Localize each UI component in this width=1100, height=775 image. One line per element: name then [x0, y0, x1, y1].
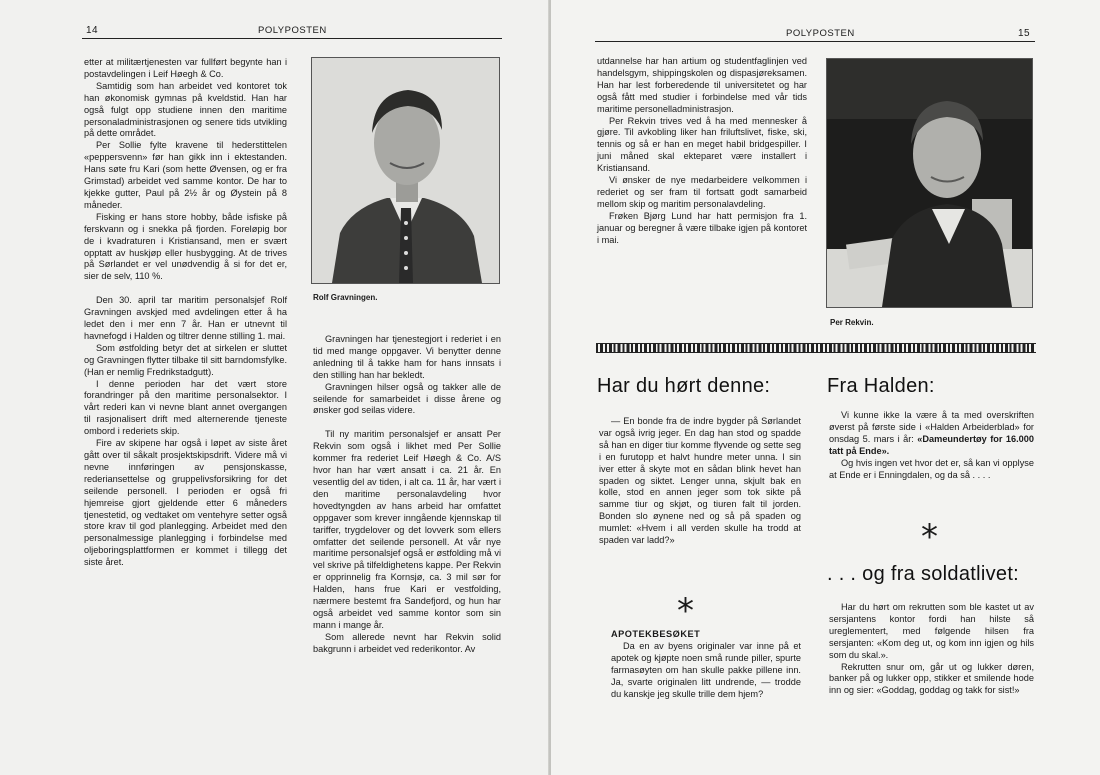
article-column-1 [84, 57, 287, 569]
header-rule [82, 38, 502, 39]
paragraph: Som østfolding betyr det at sirkelen er sluttet og Gravningen flytter tilbake til sitt barndomsfylke. (Han er nemlig Fredrikstadgutt). [84, 342, 287, 377]
joke-column-left [599, 416, 801, 547]
paragraph: etter at militærtjenesten var fullført begynte han i postavdelingen i Leif Høegh & Co. [84, 57, 287, 79]
paragraph: Den 30. april tar maritim personalsjef Rolf Gravningen avskjed med avdelingen etter å ha ledet den i mer enn 7 år. Han er utnevnt til havnefogd i Halden og tiltrer denne stilling 1. mai. [84, 295, 287, 341]
joke-paragraph: Da en av byens originaler var inne på et apotek og kjøpte noen små runde piller, spurte farmasøyten om han skulle pakke pillene inn. Ja, svarte originalen litt undrende, — trodde du kanskje jeg skulle trille dem hjem? [611, 640, 801, 699]
header-rule [595, 41, 1035, 42]
paragraph: Per Rekvin trives ved å ha med mennesker å gjøre. Til avkobling liker han friluftslivet, fiske, ski, tennis og så er han en meget habil bridgespiller. I juni måned skal ekteparet være installert i Kristiansand. [597, 115, 807, 174]
asterisk-ornament: * [677, 591, 694, 631]
section-heading: . . . og fra soldatlivet: [827, 563, 1020, 585]
article-column-2 [313, 334, 501, 656]
left-page [0, 0, 549, 775]
paragraph: Vi ønsker de nye medarbeidere velkommen i rederiet og ser fram til fortsatt godt samarbeid mellom skip og maritim personalavdeling. [597, 175, 807, 209]
ornamental-divider [596, 343, 1036, 353]
page-header: POLYPOSTEN [258, 25, 327, 36]
paragraph: Per Sollie fylte kravene til hederstittelen «peppersvenn» før han gikk inn i ektestanden. Hans søte fru Kari (som hette Øvensen, og er fra Grimstad) arbeidet ved samme kontor. De har to kjekke gutter, Paul på 2½ år og Øystein på 8 måneder. [84, 140, 287, 210]
section-heading: Har du hørt denne: [597, 375, 771, 397]
apotek-column [611, 629, 801, 700]
photo-rolf-gravningen [311, 57, 500, 284]
paragraph: Gravningen hilser også og takker alle de seilende for samarbeidet i disse årene og ønsker god seilas videre. [313, 381, 501, 416]
photo-caption: Rolf Gravningen. [313, 293, 378, 302]
paragraph: Fisking er hans store hobby, både isfiske på ferskvann og i snekka på fjorden. Foreløpig bor de i kvadraturen i Kristiansand, men er svært opptatt av huskjøp eller husbygging. At de trives på Sørlandet er vel unødvendig å si for det er, sier de selv, 110 %. [84, 211, 287, 282]
asterisk-ornament: * [921, 517, 938, 557]
page-number: 14 [86, 25, 99, 36]
paragraph: Samtidig som han arbeidet ved kontoret tok han økonomisk gymnas på kveldstid. Han har også fulgt opp studiene innen den maritime personaladministrasjonen og senere tids utvikling på dette området. [84, 80, 287, 139]
joke-paragraph: Rekrutten snur om, går ut og lukker døren, banker på og lukker opp, stikker et smilende hode inn og sier: «Goddag, goddag og takk for sist!» [829, 661, 1034, 696]
halden-paragraph: Og hvis ingen vet hvor det er, så kan vi opplyse at Ende er i Enningdalen, og da så . . . . [829, 457, 1034, 480]
article-column-3 [597, 56, 807, 247]
halden-headline: «Dameundertøy for 16.000 tatt på Ende». [829, 433, 1035, 456]
joke-paragraph: — En bonde fra de indre bygder på Sørlandet var også ivrig jeger. En dag han stod og spadde så han en diger tiur komme flyvende og sette seg i en furutopp et halvt hundre meter unna. I sin iver etter å skyte mot en sådan blink hevet han spaden og siktet. Lenger unna, skjult bak en kolle, stod en annen jeger som tok sikte på samme tiur og skjøt, og tiuren falt til jorden. Bonden slo øynene ned og så på spaden og mumlet: «Hvem i all verden skulle ha trodd at spaden var ladd?» [599, 416, 801, 546]
photo-per-rekvin [826, 58, 1033, 308]
section-heading: Fra Halden: [827, 375, 935, 397]
paragraph: I denne perioden har det vært store forandringer på den maritime personalsektor. I vårt rederi kan vi nevne blant annet overgangen til rasjonalisert drift med alternerende tjeneste ombord i rederiets skip. [84, 378, 287, 437]
page-number: 15 [1018, 28, 1031, 39]
paragraph: Til ny maritim personalsjef er ansatt Per Rekvin som også i likhet med Per Sollie kommer fra rederiet Leif Høegh & Co. A/S hvor han har vært ansatt i ca. 21 år. En vesentlig del av tiden, i alt ca. 11 år, har vært i den maritime personalavdeling hvor hovedtyngden av hans arbeid har omfattet oppgaver som krever inngående kjennskap til tariffer, trygdelover og det lovverk som ellers omfatter det seilende personell. At vår nye maritime personalsjef også er østfolding må vi vel skrive på tilfeldighetens kappe. Per Rekvin er opprinnelig fra Kornsjø, ca. 3 mil sør for Halden, hans frue Kari er vestfolding, nærmere bestemt fra Sandefjord, og hun har også arbeidet ved samme kontor som sin mann i mange år. [313, 429, 501, 630]
right-page [551, 0, 1100, 775]
halden-column [829, 410, 1034, 481]
subheading: APOTEKBESØKET [611, 629, 701, 639]
page-header: POLYPOSTEN [786, 28, 855, 39]
joke-paragraph: Har du hørt om rekrutten som ble kastet ut av sersjantens kontor fordi han hilste så ureglementert, med følgende hilsen fra sersjanten: «Kom deg ut, og kom inn igjen og hils som du skal.». [829, 602, 1034, 660]
paragraph: Frøken Bjørg Lund har hatt permisjon fra 1. januar og beregner å være tilbake igjen på kontoret i mai. [597, 210, 807, 245]
photo-caption: Per Rekvin. [830, 318, 874, 327]
halden-text: Vi kunne ikke la være å ta med overskriften øverst på første side i «Halden Arbeiderblad» for onsdag 5. mars i år: [829, 410, 1034, 444]
paragraph: utdannelse har han artium og studentfaglinjen ved handelsgym, shippingskolen og dispasjøreksamen. Han har lest forberedende til universitetet og har også fått med studier i forbindelse med vår tids maritime personelladministrasjon. [597, 56, 807, 114]
paragraph: Som allerede nevnt har Rekvin solid bakgrunn i arbeidet ved rederikontor. Av [313, 631, 501, 654]
paragraph: Gravningen har tjenestegjort i rederiet i en tid med mange oppgaver. Vi benytter denne anledning til å takke ham for hans innsats i den stilling han har bekledt. [313, 334, 501, 380]
paragraph: Fire av skipene har også i løpet av siste året gått over til såkalt prosjektskipsdrift. Videre må vi nevne innføringen av pensjonskasse, rederiansettelse og gruppelivsforsikring for det seilende personell. I perioden er også fri hjemreise gjort gjeldende etter 6 måneders tjenestetid, og vedtaket om ventehyre setter også store krav til god planlegging. Arbeidet med den personalmessige planlegging i forbindelse med oljeboringsplattformen er kommet i tillegg det siste året. [84, 438, 287, 568]
soldier-column [829, 602, 1034, 697]
